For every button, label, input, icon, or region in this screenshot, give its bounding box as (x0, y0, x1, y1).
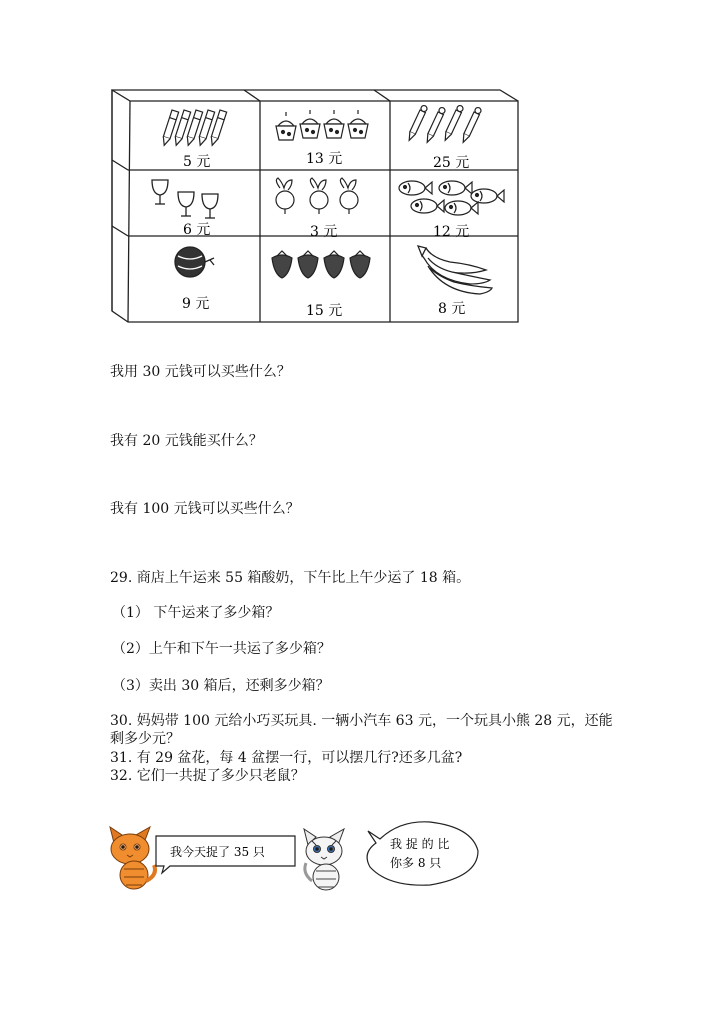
bubble-right-line-1: 我 捉 的 比 (390, 837, 450, 851)
question-30-line-2: 剩多少元？ (110, 731, 180, 747)
watermelon-icon (175, 247, 214, 277)
pen-icon (161, 110, 227, 146)
price-label: 12 元 (433, 224, 470, 240)
orange-cat-icon (110, 827, 155, 889)
cats-illustration (100, 815, 500, 900)
question-31: 31. 有 29 盆花，每 4 盆摆一行，可以摆几行?还多几盆? (110, 750, 463, 766)
price-label: 9 元 (182, 296, 210, 312)
question-30-line-1: 30. 妈妈带 100 元给小巧买玩具. 一辆小汽车 63 元，一个玩具小熊 28 元，还能 (110, 713, 613, 729)
speech-bubble-right (367, 822, 478, 885)
price-label: 3 元 (310, 224, 338, 240)
strawberry-icon (272, 251, 370, 278)
white-cat-icon (304, 829, 344, 890)
price-label: 13 元 (306, 151, 343, 167)
question-29-part-2: （2）上午和下午一共运了多少箱？ (112, 641, 331, 657)
price-label: 25 元 (433, 155, 470, 171)
banana-icon (418, 246, 492, 294)
question-30-yuan: 我用 30 元钱可以买些什么？ (110, 364, 291, 380)
question-20-yuan: 我有 20 元钱能买什么？ (110, 433, 263, 449)
price-label: 15 元 (306, 303, 343, 319)
pencil-icon (406, 105, 481, 144)
fish-icon (399, 181, 504, 215)
goblet-icon (152, 180, 218, 218)
price-label: 5 元 (183, 154, 211, 170)
price-table (0, 0, 720, 340)
price-label: 6 元 (183, 222, 211, 238)
question-32: 32. 它们一共捉了多少只老鼠？ (110, 768, 305, 784)
cake-icon (276, 110, 368, 140)
question-29: 29. 商店上午运来 55 箱酸奶，下午比上午少运了 18 箱。 (110, 570, 471, 586)
bubble-right-line-2: 你多 8 只 (390, 856, 442, 870)
question-100-yuan: 我有 100 元钱可以买些什么？ (110, 501, 300, 517)
question-29-part-1: （1） 下午运来了多少箱？ (112, 605, 280, 621)
bubble-left-text: 我今天捉了 35 只 (170, 845, 265, 859)
question-29-part-3: （3）卖出 30 箱后，还剩多少箱？ (112, 678, 330, 694)
radish-icon (276, 178, 358, 214)
price-label: 8 元 (438, 301, 466, 317)
